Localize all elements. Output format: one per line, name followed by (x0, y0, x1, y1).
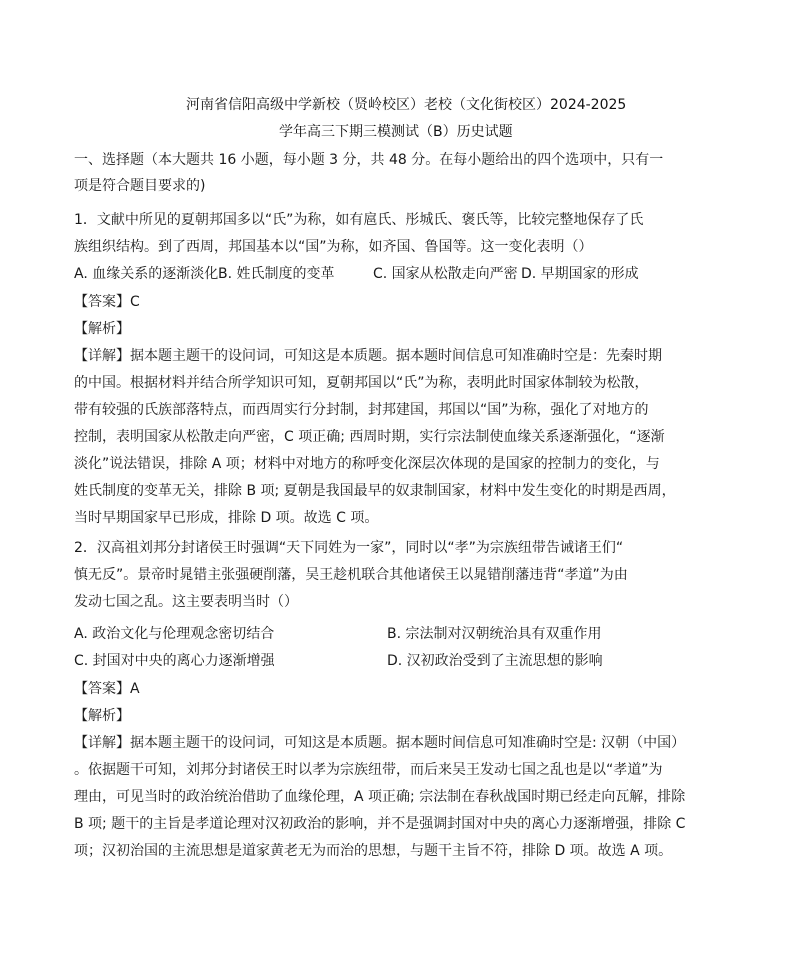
q1-detail-line: 带有较强的氏族部落特点，而西周实行分封制，封邦建国，邦国以“国”为称，强化了对地方的 (74, 402, 649, 418)
q1-answer: 【答案】C (74, 294, 140, 310)
q2-analysis-label: 【解析】 (74, 708, 130, 724)
q2-option-b: B. 宗法制对汉朝统治具有双重作用 (387, 626, 602, 642)
q1-option-d: D. 早期国家的形成 (521, 266, 639, 282)
q2-answer: 【答案】A (74, 681, 140, 697)
q2-stem-line-1: 2．汉高祖刘邦分封诸侯王时强调“天下同姓为一家”，同时以“孝”为宗族纽带告诫诸王们“ (74, 540, 624, 556)
q1-option-b: B. 姓氏制度的变革 (218, 266, 335, 282)
q1-option-c: C. 国家从松散走向严密 (373, 266, 518, 282)
q2-detail-line: 【详解】据本题主题干的设问词，可知这是本质题。据本题时间信息可知准确时空是: 汉朝（中国） (74, 735, 686, 751)
q2-option-d: D. 汉初政治受到了主流思想的影响 (387, 653, 603, 669)
q1-analysis-label: 【解析】 (74, 321, 130, 337)
q2-stem-line-3: 发动七国之乱。这主要表明当时（） (74, 594, 298, 610)
q1-stem-line-2: 族组织结构。到了西周，邦国基本以“国”为称，如齐国、鲁国等。这一变化表明（） (74, 239, 593, 255)
q1-detail-line: 当时早期国家早已形成，排除 D 项。故选 C 项。 (74, 510, 379, 526)
title-line-2: 学年高三下期三模测试（B）历史试题 (279, 124, 513, 140)
q2-detail-line: 项；汉初治国的主流思想是道家黄老无为而治的思想，与题干主旨不符，排除 D 项。故选 A 项。 (74, 843, 673, 859)
q2-detail-line: 。依据题干可知，刘邦分封诸侯王时以孝为宗族纽带，而后来吴王发动七国之乱也是以“孝道”为 (74, 762, 663, 778)
q1-detail-line: 控制，表明国家从松散走向严密，C 项正确; 西周时期，实行宗法制使血缘关系逐渐强化，“逐渐 (74, 429, 665, 445)
section-heading-line-1: 一、选择题（本大题共 16 小题，每小题 3 分，共 48 分。在每小题给出的四个选项中，只有一 (74, 152, 664, 168)
q1-detail-line: 【详解】据本题主题干的设问词，可知这是本质题。据本题时间信息可知准确时空是：先秦时期 (74, 348, 662, 364)
q1-stem-line-1: 1．文献中所见的夏朝邦国多以“氏”为称，如有扈氏、彤城氏、褒氏等，比较完整地保存了氏 (74, 212, 644, 228)
q1-detail-line: 姓氏制度的变革无关，排除 B 项; 夏朝是我国最早的奴隶制国家，材料中发生变化的时期是西周， (74, 483, 676, 499)
q2-detail-line: 理由，可见当时的政治统治借助了血缘伦理，A 项正确; 宗法制在春秋战国时期已经走向瓦解，排除 (74, 789, 686, 805)
section-heading-line-2: 项是符合题目要求的) (74, 178, 206, 194)
q1-option-a: A. 血缘关系的逐渐淡化 (74, 266, 219, 282)
q2-stem-line-2: 慎无反”。景帝时晁错主张强硬削藩，吴王趁机联合其他诸侯王以晁错削藩违背“孝道”为由 (74, 567, 628, 583)
q2-option-c: C. 封国对中央的离心力逐渐增强 (74, 653, 275, 669)
title-line-1: 河南省信阳高级中学新校（贤岭校区）老校（文化街校区）2024-2025 (186, 97, 627, 113)
q2-option-a: A. 政治文化与伦理观念密切结合 (74, 626, 275, 642)
q2-detail-line: B 项; 题干的主旨是孝道论理对汉初政治的影响，并不是强调封国对中央的离心力逐渐增强，排除 C (74, 816, 686, 832)
q1-detail-line: 的中国。根据材料并结合所学知识可知，夏朝邦国以“氏”为称，表明此时国家体制较为松散， (74, 375, 649, 391)
q1-detail-line: 淡化”说法错误，排除 A 项；材料中对地方的称呼变化深层次体现的是国家的控制力的变化，与 (74, 456, 660, 472)
